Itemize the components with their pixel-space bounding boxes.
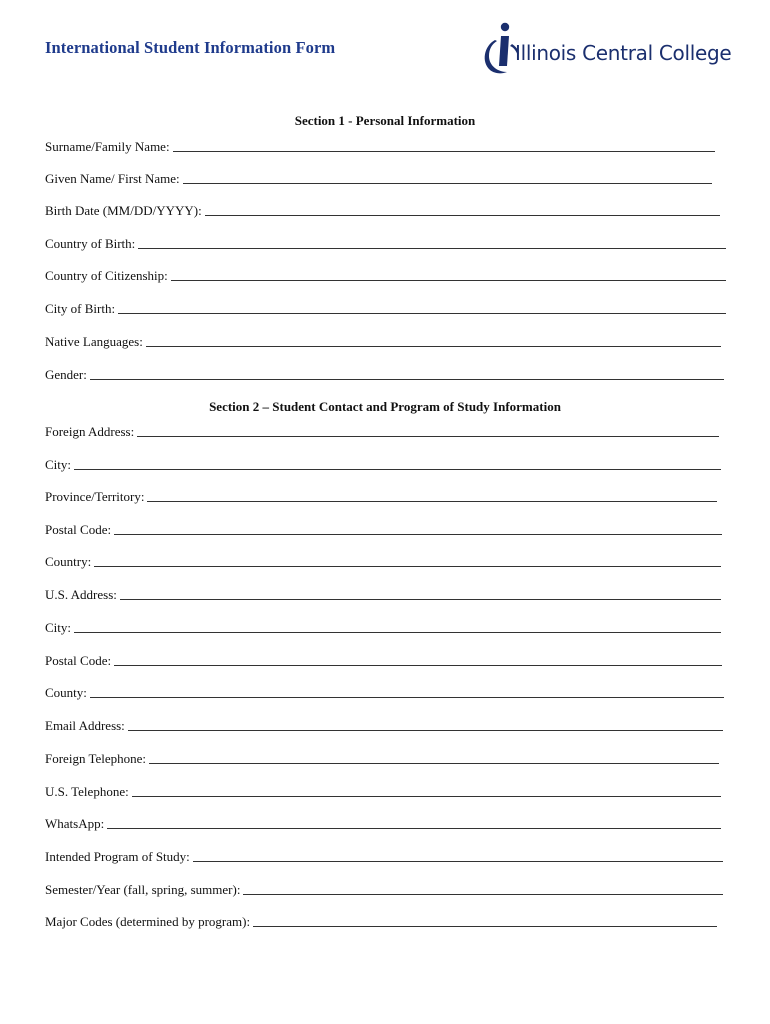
us-postal-code-field bbox=[45, 653, 722, 669]
us-postal-code-input[interactable] bbox=[114, 654, 722, 666]
email-address-input[interactable] bbox=[128, 719, 723, 731]
form-title: International Student Information Form bbox=[45, 38, 336, 57]
province-territory-input[interactable] bbox=[147, 490, 717, 502]
college-logo-icon bbox=[480, 20, 520, 76]
semester-year-field bbox=[45, 882, 723, 898]
us-address-label: U.S. Address: bbox=[45, 587, 117, 602]
city-of-birth-input[interactable] bbox=[118, 302, 726, 314]
county-input[interactable] bbox=[90, 686, 724, 698]
surname-field bbox=[45, 139, 715, 155]
country-label: Country: bbox=[45, 554, 92, 569]
county-field bbox=[45, 685, 724, 701]
semester-year-input[interactable] bbox=[243, 883, 723, 895]
major-codes-label: Major Codes (determined by program): bbox=[45, 914, 251, 929]
province-territory-label: Province/Territory: bbox=[45, 489, 145, 504]
email-address-label: Email Address: bbox=[45, 718, 125, 733]
foreign-postal-code-label: Postal Code: bbox=[45, 522, 112, 537]
native-languages-input[interactable] bbox=[146, 335, 721, 347]
city-of-birth-field bbox=[45, 301, 726, 317]
foreign-address-field bbox=[45, 424, 719, 440]
foreign-address-label: Foreign Address: bbox=[45, 424, 135, 439]
foreign-telephone-label: Foreign Telephone: bbox=[45, 751, 147, 766]
given-name-label: Given Name/ First Name: bbox=[45, 171, 180, 186]
city-of-birth-label: City of Birth: bbox=[45, 301, 116, 316]
major-codes-input[interactable] bbox=[253, 915, 717, 927]
given-name-input[interactable] bbox=[183, 172, 712, 184]
foreign-address-input[interactable] bbox=[137, 425, 719, 437]
gender-field bbox=[45, 367, 724, 383]
us-telephone-field bbox=[45, 784, 721, 800]
college-logo bbox=[480, 20, 730, 76]
us-city-field bbox=[45, 620, 721, 636]
intended-program-field bbox=[45, 849, 723, 865]
province-territory-field bbox=[45, 489, 717, 505]
semester-year-label: Semester/Year (fall, spring, summer): bbox=[45, 882, 241, 897]
major-codes-field bbox=[45, 914, 717, 930]
native-languages-field bbox=[45, 334, 721, 350]
foreign-city-label: City: bbox=[45, 457, 72, 472]
intended-program-label: Intended Program of Study: bbox=[45, 849, 190, 864]
us-postal-code-label: Postal Code: bbox=[45, 653, 112, 668]
country-of-citizenship-input[interactable] bbox=[171, 269, 726, 281]
us-address-field bbox=[45, 587, 721, 603]
birth-date-input[interactable] bbox=[205, 204, 720, 216]
given-name-field bbox=[45, 171, 712, 187]
gender-label: Gender: bbox=[45, 367, 87, 382]
section2-heading: Section 2 – Student Contact and Program of Study Information bbox=[209, 399, 561, 414]
whatsapp-input[interactable] bbox=[107, 817, 721, 829]
gender-input[interactable] bbox=[90, 368, 724, 380]
foreign-postal-code-input[interactable] bbox=[114, 523, 722, 535]
us-address-input[interactable] bbox=[120, 588, 721, 600]
us-telephone-input[interactable] bbox=[132, 785, 721, 797]
country-of-birth-label: Country of Birth: bbox=[45, 236, 136, 251]
county-label: County: bbox=[45, 685, 87, 700]
country-input[interactable] bbox=[94, 555, 721, 567]
country-of-citizenship-field bbox=[45, 268, 726, 284]
section1-heading: Section 1 - Personal Information bbox=[294, 113, 476, 128]
native-languages-label: Native Languages: bbox=[45, 334, 143, 349]
foreign-telephone-field bbox=[45, 751, 719, 767]
country-of-birth-field bbox=[45, 236, 726, 252]
country-of-birth-input[interactable] bbox=[138, 237, 726, 249]
birth-date-field bbox=[45, 203, 720, 219]
surname-input[interactable] bbox=[173, 140, 715, 152]
us-city-input[interactable] bbox=[74, 621, 721, 633]
whatsapp-field bbox=[45, 816, 721, 832]
foreign-postal-code-field bbox=[45, 522, 722, 538]
email-address-field bbox=[45, 718, 723, 734]
college-logo-text: Illinois Central College bbox=[515, 41, 732, 65]
country-field bbox=[45, 554, 721, 570]
intended-program-input[interactable] bbox=[193, 850, 723, 862]
foreign-city-input[interactable] bbox=[74, 458, 721, 470]
surname-label: Surname/Family Name: bbox=[45, 139, 170, 154]
foreign-city-field bbox=[45, 457, 721, 473]
birth-date-label: Birth Date (MM/DD/YYYY): bbox=[45, 203, 202, 218]
whatsapp-label: WhatsApp: bbox=[45, 816, 105, 831]
us-city-label: City: bbox=[45, 620, 72, 635]
foreign-telephone-input[interactable] bbox=[149, 752, 719, 764]
us-telephone-label: U.S. Telephone: bbox=[45, 784, 129, 799]
country-of-citizenship-label: Country of Citizenship: bbox=[45, 268, 168, 283]
